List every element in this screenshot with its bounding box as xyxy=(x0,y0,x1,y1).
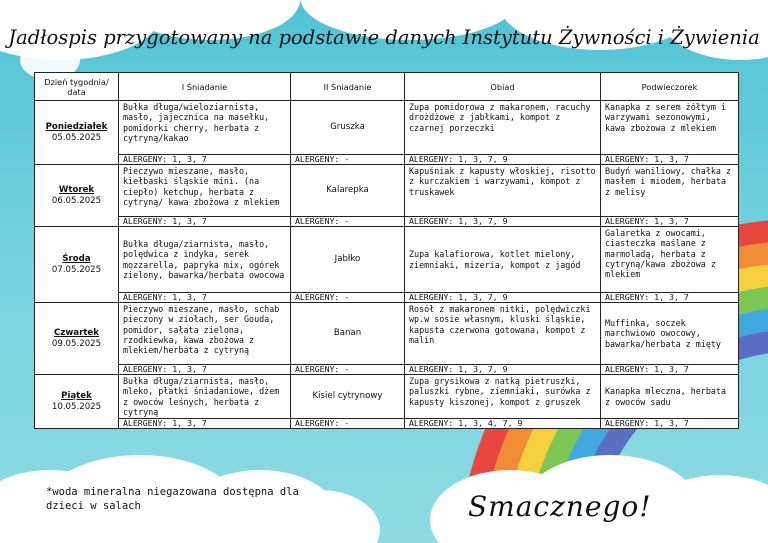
allergens-cell: ALERGENY: - xyxy=(291,365,405,375)
breakfast1-cell: Pieczywo mieszane, masło, kiełbaski śląskie mini. (na ciepło) ketchup, herbata z cytryną/ kawa zbożowa z mlekiem xyxy=(119,165,291,217)
allergens-cell: ALERGENY: 1, 3, 7 xyxy=(601,419,739,429)
breakfast1-cell: Bułka długa/ziarnista, masło, polędwica z indyka, serek mozzarella, papryka mix, ogórek zielony, bawarka/herbata owocowa xyxy=(119,227,291,293)
allergens-cell: ALERGENY: 1, 3, 7 xyxy=(601,293,739,303)
allergens-cell: ALERGENY: 1, 3, 7 xyxy=(601,365,739,375)
allergens-row xyxy=(35,155,739,165)
day-date: 05.05.2025 xyxy=(51,132,102,143)
snack-cell: Muffinka, soczek marchwiowo owocowy, bawarka/herbata z mięty xyxy=(601,303,739,365)
allergens-cell: ALERGENY: - xyxy=(291,293,405,303)
menu-table xyxy=(34,72,739,429)
table-row xyxy=(35,227,739,293)
day-cell xyxy=(35,375,119,429)
breakfast2-cell: Kisiel cytrynowy xyxy=(291,375,405,419)
allergens-row xyxy=(35,293,739,303)
allergens-cell: ALERGENY: - xyxy=(291,419,405,429)
day-date: 07.05.2025 xyxy=(51,264,102,275)
breakfast1-cell: Bułka długa/wieloziarnista, masło, jajecznica na masełku, pomidorki cherry, herbata z cytryną/kakao xyxy=(119,101,291,155)
breakfast1-cell: Pieczywo mieszane, masło, schab pieczony w ziołach, ser Gouda, pomidor, sałata zielona, rzodkiewka, kawa zbożowa z mlekiem/herbata z cytryną xyxy=(119,303,291,365)
allergens-cell: ALERGENY: 1, 3, 7, 9 xyxy=(405,155,601,165)
day-name: Środa xyxy=(62,254,91,265)
allergens-row xyxy=(35,365,739,375)
closing-text: Smacznego! xyxy=(468,490,652,523)
allergens-cell: ALERGENY: 1, 3, 7, 9 xyxy=(405,217,601,227)
allergens-cell: ALERGENY: 1, 3, 7 xyxy=(601,155,739,165)
snack-cell: Budyń waniliowy, chałka z masłem i miodem, herbata z melisy xyxy=(601,165,739,217)
day-date: 06.05.2025 xyxy=(51,195,102,206)
table-row xyxy=(35,375,739,419)
table-row xyxy=(35,303,739,365)
lunch-cell: Zupa pomidorowa z makaronem, racuchy drożdżowe z jabłkami, kompot z czarnej porzeczki xyxy=(405,101,601,155)
header-breakfast1: I Śniadanie xyxy=(119,73,291,101)
allergens-cell: ALERGENY: 1, 3, 7 xyxy=(601,217,739,227)
day-name: Czwartek xyxy=(54,328,99,339)
table-header-row xyxy=(35,73,739,101)
page-title: Jadłospis przygotowany na podstawie danych Instytutu Żywności i Żywienia xyxy=(8,26,760,49)
breakfast2-cell: Gruszka xyxy=(291,101,405,155)
breakfast2-cell: Banan xyxy=(291,303,405,365)
day-cell xyxy=(35,227,119,303)
allergens-cell: ALERGENY: 1, 3, 7 xyxy=(119,293,291,303)
header-day: Dzień tygodnia/ data xyxy=(35,73,119,101)
table-row xyxy=(35,165,739,217)
day-cell xyxy=(35,303,119,375)
day-date: 09.05.2025 xyxy=(51,338,102,349)
snack-cell: Kanapka mleczna, herbata z owoców sadu xyxy=(601,375,739,419)
allergens-cell: ALERGENY: 1, 3, 7 xyxy=(119,155,291,165)
lunch-cell: Rosół z makaronem nitki, polędwiczki wp.w sosie własnym, kluski śląskie, kapusta czerwona gotowana, kompot z malin xyxy=(405,303,601,365)
header-snack: Podwieczorek xyxy=(601,73,739,101)
allergens-cell: ALERGENY: - xyxy=(291,155,405,165)
table-row xyxy=(35,101,739,155)
lunch-cell: Kapuśniak z kapusty włoskiej, risotto z kurczakiem i warzywami, kompot z truskawek xyxy=(405,165,601,217)
day-name: Piątek xyxy=(61,391,92,402)
allergens-cell: ALERGENY: 1, 3, 7, 9 xyxy=(405,293,601,303)
day-name: Wtorek xyxy=(58,185,95,196)
allergens-cell: ALERGENY: 1, 3, 4, 7, 9 xyxy=(405,419,601,429)
breakfast1-cell: Bułka długa/ziarnista, masło, mleko, płatki śniadaniowe, dżem z owoców leśnych, herbata z cytryną xyxy=(119,375,291,419)
allergens-cell: ALERGENY: 1, 3, 7, 9 xyxy=(405,365,601,375)
allergens-cell: ALERGENY: - xyxy=(291,217,405,227)
allergens-row xyxy=(35,419,739,429)
breakfast2-cell: Kalarepka xyxy=(291,165,405,217)
snack-cell: Galaretka z owocami, ciasteczka maślane z marmoladą, herbata z cytryną/kawa zbożowa z mlekiem xyxy=(601,227,739,293)
allergens-cell: ALERGENY: 1, 3, 7 xyxy=(119,365,291,375)
day-date: 10.05.2025 xyxy=(51,401,102,412)
breakfast2-cell: Jabłko xyxy=(291,227,405,293)
snack-cell: Kanapka z serem żółtym i warzywami sezonowymi, kawa zbożowa z mlekiem xyxy=(601,101,739,155)
day-cell xyxy=(35,165,119,227)
day-name: Poniedziałek xyxy=(45,122,108,133)
header-breakfast2: II Śniadanie xyxy=(291,73,405,101)
lunch-cell: Zupa grysikowa z natką pietruszki, paluszki rybne, ziemniaki, surówka z kapusty kiszonej, kompot z gruszek xyxy=(405,375,601,419)
allergens-cell: ALERGENY: 1, 3, 7 xyxy=(119,217,291,227)
day-cell xyxy=(35,101,119,165)
allergens-cell: ALERGENY: 1, 3, 7 xyxy=(119,419,291,429)
header-lunch: Obiad xyxy=(405,73,601,101)
water-note: *woda mineralna niegazowana dostępna dla dzieci w salach xyxy=(46,486,299,512)
allergens-row xyxy=(35,217,739,227)
lunch-cell: Zupa kalafiorowa, kotlet mielony, ziemniaki, mizeria, kompot z jagód xyxy=(405,227,601,293)
